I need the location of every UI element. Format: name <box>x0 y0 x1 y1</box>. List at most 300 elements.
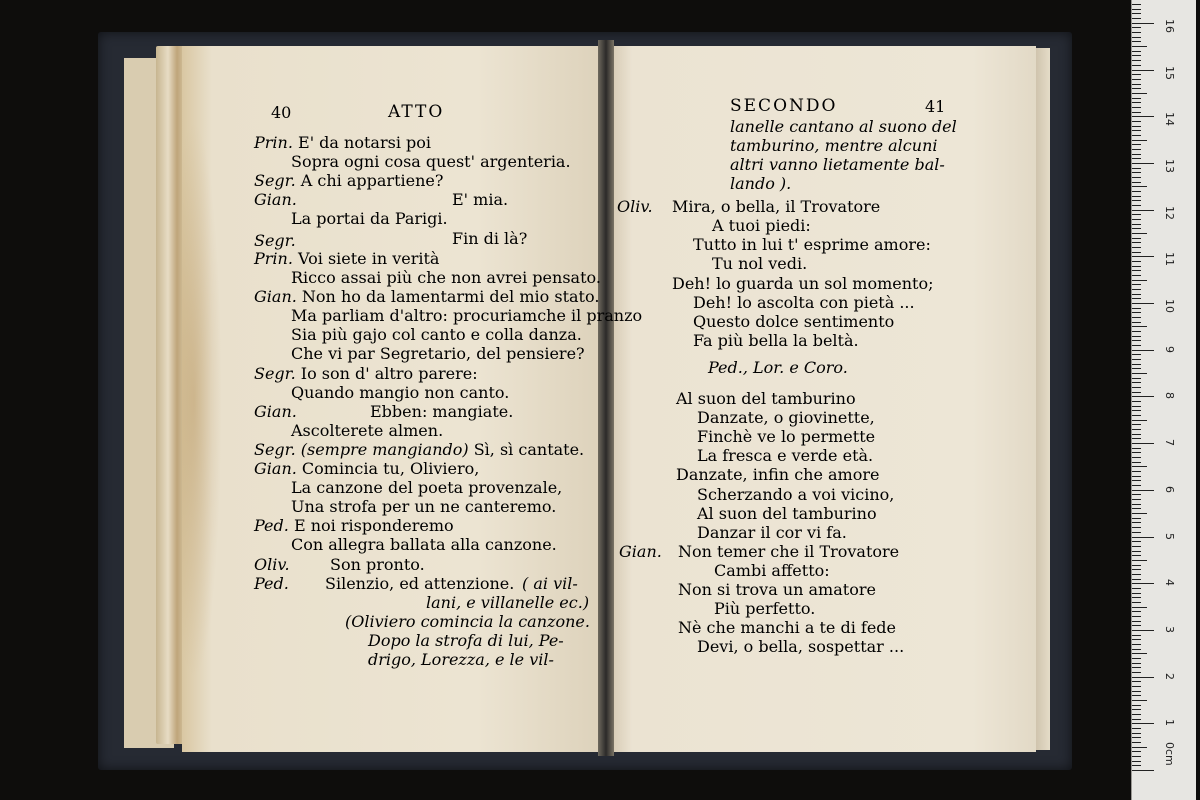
right-page-line <box>730 155 945 174</box>
ruler-tick <box>1132 410 1141 411</box>
left-page-line <box>368 631 564 650</box>
left-page-line <box>254 190 297 209</box>
ruler-tick <box>1132 107 1141 108</box>
ruler-tick <box>1132 41 1141 42</box>
ruler-tick <box>1132 728 1141 729</box>
ruler-tick <box>1132 4 1141 5</box>
page-stack-right <box>1036 48 1050 750</box>
ruler-tick <box>1132 401 1141 402</box>
ruler-tick <box>1132 770 1154 771</box>
ruler-tick <box>1132 79 1141 80</box>
verse-text: Che vi par Segretario, del pensiere? <box>291 344 585 363</box>
ruler-tick <box>1132 686 1141 687</box>
ruler-tick <box>1132 527 1141 528</box>
ruler-number: 13 <box>1163 158 1176 173</box>
verse-text: La canzone del poeta provenzale, <box>291 478 563 497</box>
ruler-tick <box>1132 102 1141 103</box>
ruler-tick <box>1132 121 1141 122</box>
left-page-line <box>522 574 578 593</box>
ruler-tick <box>1132 135 1141 136</box>
speaker-name: Gian. <box>254 402 297 421</box>
ruler-tick <box>1132 294 1141 295</box>
speaker-name: Ped. <box>254 574 289 593</box>
ruler-tick <box>1132 116 1154 117</box>
ruler-number: 15 <box>1163 65 1176 80</box>
verse-text: Scherzando a voi vicino, <box>697 485 895 504</box>
ruler-tick <box>1132 303 1154 304</box>
left-page-line <box>291 268 601 287</box>
right-page-line <box>708 358 848 377</box>
left-page-line <box>254 133 431 152</box>
ruler-number: 9 <box>1163 345 1176 353</box>
ruler-tick <box>1132 336 1141 337</box>
right-page-line <box>697 408 875 427</box>
left-page-line <box>254 516 454 535</box>
right-page-line <box>730 174 791 193</box>
left-page-line <box>254 231 296 250</box>
speaker-name: Gian. <box>254 190 297 209</box>
ruler-tick <box>1132 653 1147 654</box>
ruler-tick <box>1132 406 1141 407</box>
ruler-tick <box>1132 466 1147 467</box>
ruler-tick <box>1132 494 1141 495</box>
ruler-tick <box>1132 593 1141 594</box>
verse-text: Quando mangio non canto. <box>291 383 510 402</box>
ruler-tick <box>1132 747 1147 748</box>
ruler-tick <box>1132 560 1147 561</box>
ruler-tick <box>1132 149 1141 150</box>
ruler-number: 6 <box>1163 485 1176 493</box>
ruler-tick <box>1132 420 1147 421</box>
stage-direction: lanelle cantano al suono del <box>730 117 957 136</box>
left-page-line <box>291 421 443 440</box>
ruler-tick <box>1132 597 1141 598</box>
left-page-line <box>291 344 585 363</box>
left-page-line <box>254 440 584 459</box>
right-page-line <box>714 599 815 618</box>
ruler-tick <box>1132 588 1141 589</box>
ruler-tick <box>1132 32 1141 33</box>
right-page-line <box>676 389 856 408</box>
ruler-tick <box>1132 228 1141 229</box>
ruler-tick <box>1132 723 1154 724</box>
verse-text: Finchè ve lo permette <box>697 427 876 446</box>
verse-text: Sì, sì cantate. <box>473 440 585 459</box>
left-page-line <box>452 229 527 248</box>
left-page-line <box>291 497 556 516</box>
ruler-tick <box>1132 443 1154 444</box>
ruler-tick <box>1132 658 1141 659</box>
ruler-tick <box>1132 55 1141 56</box>
ruler-tick <box>1132 522 1141 523</box>
ruler-number: 8 <box>1163 392 1176 400</box>
ruler-tick <box>1132 9 1141 10</box>
ruler-tick <box>1132 742 1141 743</box>
ruler-tick <box>1132 471 1141 472</box>
ruler-tick <box>1132 378 1141 379</box>
ruler-tick <box>1132 140 1147 141</box>
verse-text: Io son d' altro parere: <box>300 364 478 383</box>
right-page-line <box>697 446 873 465</box>
right-page-line <box>697 485 894 504</box>
ruler-number: 14 <box>1163 112 1176 127</box>
ruler-tick <box>1132 331 1141 332</box>
right-page-line <box>676 465 879 484</box>
ruler-tick <box>1132 322 1141 323</box>
verse-text: Ma parliam d'altro: procuriamche il pranzo <box>291 306 643 325</box>
ruler-tick <box>1132 163 1154 164</box>
ruler-tick <box>1132 504 1141 505</box>
right-page-line <box>714 561 830 580</box>
ruler-tick <box>1132 373 1147 374</box>
verse-text: Ebben: mangiate. <box>370 402 514 421</box>
ruler-tick <box>1132 182 1141 183</box>
right-page-line <box>619 542 662 561</box>
ruler-tick <box>1132 415 1141 416</box>
ruler-tick <box>1132 518 1141 519</box>
left-page-line <box>291 383 509 402</box>
ruler-tick <box>1132 308 1141 309</box>
verse-text: Devi, o bella, sospettar ... <box>697 637 905 656</box>
verse-text: Deh! lo ascolta con pietà ... <box>693 293 915 312</box>
ruler-tick <box>1132 70 1154 71</box>
stage-direction: altri vanno lietamente bal- <box>730 155 945 174</box>
verse-text: Una strofa per un ne canteremo. <box>291 497 557 516</box>
ruler-tick <box>1132 284 1141 285</box>
verse-text: Deh! lo guarda un sol momento; <box>672 274 934 293</box>
speaker-name: Oliv. <box>254 555 290 574</box>
ruler-tick <box>1132 579 1141 580</box>
ruler-tick <box>1132 607 1147 608</box>
right-page-line <box>672 197 880 216</box>
ruler-tick <box>1132 537 1154 538</box>
left-page-line <box>254 574 289 593</box>
verse-text: Mira, o bella, il Trovatore <box>672 197 881 216</box>
verse-text: E' da notarsi poi <box>298 133 432 152</box>
ruler-tick <box>1132 751 1141 752</box>
ruler-tick <box>1132 532 1141 533</box>
left-page-line <box>254 249 439 268</box>
ruler-number: 11 <box>1163 252 1176 267</box>
right-running-header: SECONDO <box>730 96 838 116</box>
ruler-tick <box>1132 219 1141 220</box>
ruler-tick <box>1132 93 1147 94</box>
ruler-tick <box>1132 714 1141 715</box>
ruler-tick <box>1132 350 1154 351</box>
speaker-name: Ped. <box>254 516 289 535</box>
ruler-tick <box>1132 457 1141 458</box>
left-page-line <box>291 209 448 228</box>
left-page-line <box>254 555 290 574</box>
verse-text: Al suon del tamburino <box>676 389 856 408</box>
ruler-tick <box>1132 74 1141 75</box>
ruler-tick <box>1132 480 1141 481</box>
left-page-line <box>254 402 297 421</box>
verse-text: Non si trova un amatore <box>678 580 876 599</box>
right-page-line <box>730 136 937 155</box>
verse-text: Più perfetto. <box>714 599 816 618</box>
ruler-tick <box>1132 382 1141 383</box>
verse-text: Sia più gajo col canto e colla danza. <box>291 325 582 344</box>
ruler-tick <box>1132 765 1141 766</box>
ruler-tick <box>1132 126 1141 127</box>
speaker-name: Gian. <box>254 287 297 306</box>
ruler-tick <box>1132 354 1141 355</box>
ruler-tick <box>1132 18 1141 19</box>
ruler-tick <box>1132 438 1141 439</box>
ruler-tick <box>1132 13 1141 14</box>
ruler-tick <box>1132 541 1141 542</box>
left-page-line <box>452 190 508 209</box>
ruler-tick <box>1132 51 1141 52</box>
ruler-tick <box>1132 191 1141 192</box>
ruler-tick <box>1132 46 1147 47</box>
ruler-tick <box>1132 270 1141 271</box>
verse-text: Comincia tu, Oliviero, <box>301 459 480 478</box>
verse-text: Sopra ogni cosa quest' argenteria. <box>291 152 571 171</box>
ruler-tick <box>1132 98 1141 99</box>
ruler-number: 12 <box>1163 205 1176 220</box>
ruler-tick <box>1132 214 1141 215</box>
ruler-tick <box>1132 677 1154 678</box>
stage-direction: ( ai vil- <box>522 574 578 593</box>
ruler-tick <box>1132 298 1141 299</box>
ruler-tick <box>1132 210 1154 211</box>
verse-text: Tutto in lui t' esprime amore: <box>693 235 931 254</box>
ruler-tick <box>1132 205 1141 206</box>
right-page-line <box>697 504 877 523</box>
ruler-tick <box>1132 490 1154 491</box>
verse-text: Ricco assai più che non avrei pensato. <box>291 268 601 287</box>
verse-text: Son pronto. <box>330 555 425 574</box>
right-page-line <box>617 197 653 216</box>
right-page-line <box>678 542 899 561</box>
left-page-line <box>325 574 514 593</box>
ruler-tick <box>1132 644 1141 645</box>
verse-text: Cambi affetto: <box>714 561 830 580</box>
right-page-line <box>672 274 934 293</box>
ruler-tick <box>1132 583 1154 584</box>
verse-text: Nè che manchi a te di fede <box>678 618 897 637</box>
verse-text: Non ho da lamentarmi del mio stato. <box>301 287 600 306</box>
ruler-tick <box>1132 565 1141 566</box>
ruler-tick <box>1132 275 1141 276</box>
ruler-number: 2 <box>1163 672 1176 680</box>
ruler-tick <box>1132 709 1141 710</box>
ruler-tick <box>1132 761 1141 762</box>
speaker-name: Segr. <box>254 171 296 190</box>
left-page-line <box>370 402 513 421</box>
right-page-number: 41 <box>925 97 946 116</box>
stage-direction: tamburino, mentre alcuni <box>730 136 938 155</box>
left-page-line <box>291 152 571 171</box>
ruler-tick <box>1132 88 1141 89</box>
verse-text: Danzate, o giovinette, <box>697 408 875 427</box>
ruler-tick <box>1132 326 1147 327</box>
ruler-tick <box>1132 172 1141 173</box>
ruler-tick <box>1132 345 1141 346</box>
ruler-tick <box>1132 555 1141 556</box>
ruler-tick <box>1132 186 1147 187</box>
ruler-tick <box>1132 424 1141 425</box>
left-page-line <box>254 459 479 478</box>
ruler-tick <box>1132 705 1141 706</box>
ruler-tick <box>1132 625 1141 626</box>
ruler-tick <box>1132 252 1141 253</box>
ruler-tick <box>1132 691 1141 692</box>
speaker-name: Segr. <box>254 231 296 250</box>
ruler-tick <box>1132 733 1141 734</box>
ruler-number: 5 <box>1163 532 1176 540</box>
left-page-line <box>291 478 562 497</box>
right-page-line <box>693 331 859 350</box>
ruler-tick <box>1132 649 1141 650</box>
ruler-tick <box>1132 508 1141 509</box>
ruler-number: 16 <box>1163 18 1176 33</box>
right-page-line <box>678 580 876 599</box>
ruler-tick <box>1132 499 1141 500</box>
speaker-name: Segr. <box>254 440 296 459</box>
speaker-name: Oliv. <box>617 197 653 216</box>
ruler-tick <box>1132 84 1141 85</box>
ruler-tick <box>1132 485 1141 486</box>
ruler-tick <box>1132 546 1141 547</box>
left-page-number: 40 <box>271 103 292 122</box>
ruler-tick <box>1132 247 1141 248</box>
ruler-tick <box>1132 266 1141 267</box>
right-page-line <box>712 254 807 273</box>
left-running-header: ATTO <box>388 102 445 122</box>
ruler-tick <box>1132 667 1141 668</box>
stage-direction: Dopo la strofa di lui, Pe- <box>368 631 564 650</box>
right-page-line <box>678 618 896 637</box>
ruler-tick <box>1132 476 1141 477</box>
left-page-line <box>254 287 599 306</box>
verse-text: A tuoi piedi: <box>712 216 811 235</box>
ruler-tick <box>1132 158 1141 159</box>
left-page-line <box>291 306 642 325</box>
ruler-tick <box>1132 154 1141 155</box>
ruler-tick <box>1132 289 1141 290</box>
verse-text: Danzar il cor vi fa. <box>697 523 847 542</box>
ruler-number: 1 <box>1163 719 1176 727</box>
ruler-number: 10 <box>1163 299 1176 313</box>
ruler-tick <box>1132 392 1141 393</box>
ruler-tick <box>1132 434 1141 435</box>
ruler-tick <box>1132 144 1141 145</box>
ruler-tick <box>1132 574 1141 575</box>
speaker-name: Gian. <box>619 542 662 561</box>
ruler-tick <box>1132 611 1141 612</box>
speaker-name: Gian. <box>254 459 297 478</box>
ruler-tick <box>1132 364 1141 365</box>
ruler-number: 3 <box>1163 625 1176 633</box>
stage-direction: (sempre mangiando) <box>300 440 469 459</box>
ruler-tick <box>1132 27 1141 28</box>
verse-text: Tu nol vedi. <box>712 254 808 273</box>
left-page-line <box>254 171 443 190</box>
ruler-number: 4 <box>1163 579 1176 587</box>
ruler-tick <box>1132 756 1141 757</box>
ruler-tick <box>1132 177 1141 178</box>
ruler-number: 7 <box>1163 439 1176 447</box>
ruler-tick <box>1132 65 1141 66</box>
verse-text: Ascolterete almen. <box>291 421 444 440</box>
ruler-tick <box>1132 719 1141 720</box>
ruler-tick <box>1132 359 1141 360</box>
speaker-name: Segr. <box>254 364 296 383</box>
verse-text: Fin di là? <box>452 229 528 248</box>
verse-text: E noi risponderemo <box>293 516 454 535</box>
left-page-line <box>291 325 582 344</box>
right-page-line <box>693 235 931 254</box>
ruler-tick <box>1132 233 1147 234</box>
ruler-tick <box>1132 452 1141 453</box>
ruler-tick <box>1132 23 1154 24</box>
ruler-tick <box>1132 695 1141 696</box>
speaker-name: Prin. <box>254 249 293 268</box>
ruler-tick <box>1132 168 1141 169</box>
ruler-tick <box>1132 429 1141 430</box>
ruler-tick <box>1132 261 1141 262</box>
ruler-tick <box>1132 700 1147 701</box>
ruler-tick <box>1132 256 1154 257</box>
ruler-tick <box>1132 312 1141 313</box>
stage-direction: lando ). <box>730 174 792 193</box>
verse-text: A chi appartiene? <box>300 171 444 190</box>
right-page-line <box>693 312 894 331</box>
verse-text: Fa più bella la beltà. <box>693 331 859 350</box>
ruler-tick <box>1132 630 1154 631</box>
left-page-line <box>330 555 425 574</box>
left-page-line <box>426 593 589 612</box>
right-page-line <box>693 293 915 312</box>
right-page-line <box>730 117 957 136</box>
right-page-line <box>697 637 904 656</box>
verse-text: E' mia. <box>452 190 509 209</box>
left-page-line <box>291 535 557 554</box>
ruler-tick <box>1132 368 1141 369</box>
ruler-tick <box>1132 602 1141 603</box>
book-gutter <box>598 40 614 756</box>
page-stain <box>182 120 222 680</box>
right-page-line <box>712 216 811 235</box>
left-page-line <box>368 650 554 669</box>
ruler-tick <box>1132 242 1141 243</box>
stage-direction: (Oliviero comincia la canzone. <box>345 612 590 631</box>
ruler-tick <box>1132 569 1141 570</box>
ruler-tick <box>1132 200 1141 201</box>
ruler-tick <box>1132 340 1141 341</box>
stage-direction: drigo, Lorezza, e le vil- <box>368 650 554 669</box>
ruler-tick <box>1132 621 1141 622</box>
speaker-name: Prin. <box>254 133 293 152</box>
left-page-line <box>254 364 478 383</box>
verse-text: La fresca e verde età. <box>697 446 874 465</box>
ruler-number: 0cm <box>1163 742 1176 766</box>
ruler-tick <box>1132 681 1141 682</box>
ruler-tick <box>1132 37 1141 38</box>
ruler-tick <box>1132 224 1141 225</box>
ruler-tick <box>1132 238 1141 239</box>
ruler-tick <box>1132 448 1141 449</box>
verse-text: Non temer che il Trovatore <box>678 542 900 561</box>
ruler-tick <box>1132 396 1154 397</box>
stage-direction: Ped., Lor. e Coro. <box>708 358 848 377</box>
ruler-tick <box>1132 130 1141 131</box>
left-page-line <box>345 612 590 631</box>
ruler-tick <box>1132 387 1141 388</box>
